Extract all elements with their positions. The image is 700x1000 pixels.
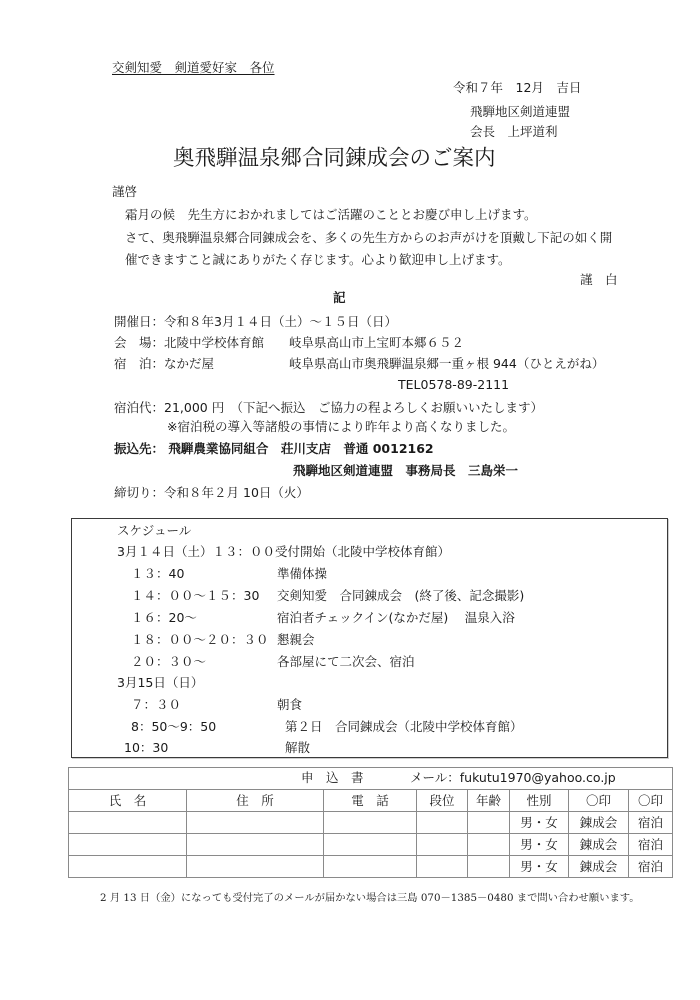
deadline-row [114, 485, 309, 501]
transfer-row [114, 441, 434, 457]
salutation: 謹啓 [112, 184, 138, 199]
schedule-activity: 朝食 [277, 697, 303, 712]
fee-label: 宿泊代： [114, 400, 165, 415]
schedule-day1: 3月１４日（土）１３：００受付開始（北陵中学校体育館） [117, 544, 450, 559]
rank-cell[interactable] [417, 856, 468, 878]
header-name: 氏 名 [69, 790, 187, 812]
age-cell[interactable] [468, 812, 510, 834]
lodging-tel: TEL0578-89-2111 [398, 377, 510, 392]
table-row [69, 834, 673, 856]
venue-name: 北陵中学校体育館 [164, 335, 265, 350]
schedule-day2: 3月15日（日） [117, 675, 204, 690]
gender-cell[interactable]: 男・女 [510, 856, 569, 878]
lodging-cell[interactable]: 宿泊 [629, 834, 673, 856]
lodging-row [114, 356, 214, 372]
lodging-address: 岐阜県高山市奥飛騨温泉郷一重ヶ根 944（ひとえがね） [289, 356, 605, 371]
header-gender: 性別 [510, 790, 569, 812]
address-cell[interactable] [187, 812, 324, 834]
transfer-label: 振込先： [114, 441, 165, 456]
header-rank: 段位 [417, 790, 468, 812]
name-cell[interactable] [69, 812, 187, 834]
deadline-value: 令和８年２月 10日（火） [164, 485, 309, 500]
footnote: 2 月 13 日（金）になっても受付完了のメールが届かない場合は三島 070－1385－0480 まで問い合わせ願います。 [100, 892, 640, 904]
form-title-row [69, 768, 673, 790]
phone-cell[interactable] [324, 856, 417, 878]
transfer-payee: 飛騨地区剣道連盟 事務局長 三島栄一 [293, 463, 519, 478]
application-form-table [68, 767, 673, 878]
issue-date: 令和７年 12月 吉日 [453, 80, 582, 95]
ki-heading: 記 [333, 290, 346, 305]
header-phone: 電 話 [324, 790, 417, 812]
schedule-time: ７：３０ [131, 697, 182, 712]
age-cell[interactable] [468, 856, 510, 878]
header-age: 年齢 [468, 790, 510, 812]
name-cell[interactable] [69, 856, 187, 878]
closing: 謹 白 [580, 272, 618, 287]
header-address: 住 所 [187, 790, 324, 812]
schedule-activity: 準備体操 [277, 566, 328, 581]
form-email[interactable]: メール：fukutu1970@yahoo.co.jp [410, 770, 616, 785]
schedule-time: １３：40 [131, 566, 185, 581]
header-mark-training: 〇印 [569, 790, 629, 812]
lodging-cell[interactable]: 宿泊 [629, 812, 673, 834]
schedule-time: １４：００～１５：30 [131, 588, 260, 603]
schedule-activity: 各部屋にて二次会、宿泊 [277, 654, 415, 669]
deadline-label: 締切り： [114, 485, 165, 500]
schedule-time: 10：30 [124, 740, 169, 755]
event-date-label: 開催日： [114, 314, 165, 329]
schedule-activity: 解散 [285, 740, 311, 755]
schedule-activity: 第２日 合同錬成会（北陵中学校体育館） [285, 719, 523, 734]
phone-cell[interactable] [324, 812, 417, 834]
training-cell[interactable]: 錬成会 [569, 856, 629, 878]
fee-value: 21,000 円 （下記へ振込 ご協力の程よろしくお願いいたします） [164, 400, 543, 415]
fee-row [114, 400, 543, 416]
lodging-label: 宿 泊： [114, 356, 165, 371]
lodging-name: なかだ屋 [164, 356, 215, 371]
fee-note: ※宿泊税の導入等諸般の事情により昨年より高くなりました。 [167, 419, 515, 434]
rank-cell[interactable] [417, 834, 468, 856]
venue-label: 会 場： [114, 335, 165, 350]
schedule-activity: 交剣知愛 合同錬成会 (終了後、記念撮影) [277, 588, 525, 603]
phone-cell[interactable] [324, 834, 417, 856]
training-cell[interactable]: 錬成会 [569, 834, 629, 856]
schedule-time: ２０：３０～ [131, 654, 207, 669]
body-line: さて、奥飛騨温泉郷合同錬成会を、多くの先生方からのお声がけを頂戴し下記の如く開 [125, 230, 613, 245]
name-cell[interactable] [69, 834, 187, 856]
schedule-activity: 宿泊者チェックイン(なかだ屋) 温泉入浴 [277, 610, 515, 625]
body-line: 霜月の候 先生方におかれましてはご活躍のこととお慶び申し上げます。 [125, 207, 537, 222]
schedule-time: １６：20～ [131, 610, 197, 625]
transfer-account: 飛騨農業協同組合 荘川支店 普通 0012162 [164, 441, 434, 456]
address-cell[interactable] [187, 834, 324, 856]
president-name: 会長 上坪道利 [470, 124, 558, 139]
table-row [69, 812, 673, 834]
form-header-row [69, 790, 673, 812]
schedule-time: １８：００～２０：３０ [131, 632, 269, 647]
form-title: 申 込 書 [301, 770, 364, 785]
age-cell[interactable] [468, 834, 510, 856]
event-date-row [114, 314, 397, 330]
table-row [69, 856, 673, 878]
gender-cell[interactable]: 男・女 [510, 834, 569, 856]
document-title: 奥飛騨温泉郷合同錬成会のご案内 [173, 146, 496, 171]
venue-row [114, 335, 264, 351]
address-cell[interactable] [187, 856, 324, 878]
schedule-time: 8：50～9：50 [131, 719, 217, 734]
addressee: 交剣知愛 剣道愛好家 各位 [112, 60, 275, 75]
training-cell[interactable]: 錬成会 [569, 812, 629, 834]
schedule-activity: 懇親会 [277, 632, 315, 647]
venue-address: 岐阜県高山市上宝町本郷６５２ [289, 335, 465, 350]
rank-cell[interactable] [417, 812, 468, 834]
lodging-cell[interactable]: 宿泊 [629, 856, 673, 878]
gender-cell[interactable]: 男・女 [510, 812, 569, 834]
schedule-heading: スケジュール [117, 523, 192, 538]
body-line: 催できますこと誠にありがたく存じます。心より歓迎申し上げます。 [125, 252, 511, 267]
header-mark-lodging: 〇印 [629, 790, 673, 812]
event-date-value: 令和８年3月１４日（土）～１５日（日） [164, 314, 397, 329]
organization-name: 飛騨地区剣道連盟 [470, 104, 571, 119]
